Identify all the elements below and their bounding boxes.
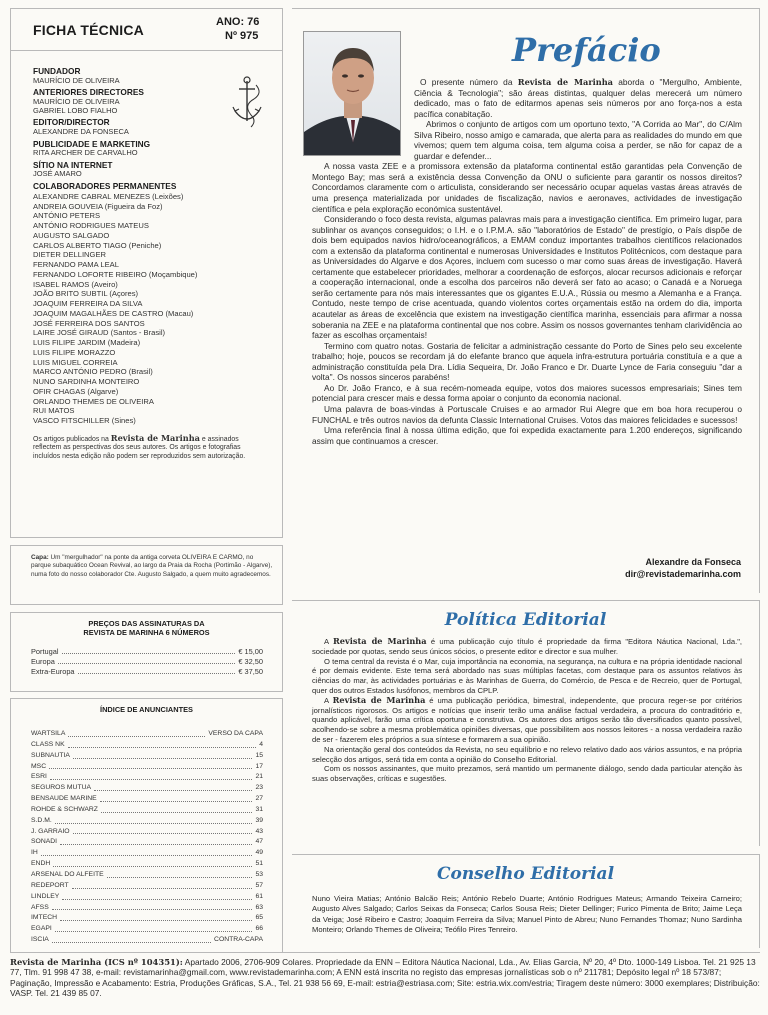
indice-item (31, 913, 263, 924)
capa-text: Um "mergulhador" na ponte da antiga corveta OLIVEIRA E CARMO, no parque subaquático Ocean Revival, ao largo da Praia da Rocha (Portimão - Algarve), numa foto do nosso colaborador Cte. Augusto Salgado, a quem muito agradecemos. (31, 554, 273, 578)
prefacio-paragraph (414, 77, 742, 119)
indice-item (31, 837, 263, 848)
dot-leader (49, 762, 252, 770)
indice-item-value: 17 (255, 762, 263, 770)
politica-paragraph: Na orientação geral dos conteúdos da Revista, no seu equilíbrio e no relevo relativo dado aos vários assuntos, e na própria selecção dos artigos, será tida em conta a opinião do Conselho Editorial. (312, 744, 742, 764)
indice-item-value: 39 (255, 816, 263, 824)
colaborador-item: DIETER DELLINGER (33, 250, 107, 260)
indice-item-value: VERSO DA CAPA (208, 730, 263, 737)
colaborador-item: FERNANDO LOFORTE RIBEIRO (Moçambique) (33, 269, 198, 279)
indice-item-value: 31 (255, 805, 263, 813)
signature-name: Alexandre da Fonseca (645, 557, 741, 567)
prefacio-paragraph: Considerando o foco desta revista, algumas palavras mais para a investigação científica. Em primeiro lugar, para sublinhar os avanços conseguidos; o I.H. e o I.P.M.A. são "laboratórios de Estado" de prestígio, o País dispõe de dois bem equipados navios hidro/oceanográficos, a EMAM conduz importantes trabalhos científicos relacionados com a extensão da plataforma continental e numerosas Universidades e Institutos Politécnicos, com destaque para as Universidades do Algarve e dos Açores, incluem com sucesso o mar como suas áreas de investigação. Haverá certamente que estabelecer prioridades, melhorar a coordenação de esforços, alocar recursos adicionais e reforçar a cooperação internacional, onde a escolha dos parceiros não deverá ser fato ao acaso; o Canadá e a Noruega serão certamente para nós mais interessantes que os gigantes E.U.A., Rússia ou mesmo a Alemanha e a França. Contudo, neste tempo de crise acentuada, quando violentos cortes orçamentais estão na ordem do dia, importa acautelar as áreas de excelência que existem na investigação científica marinha, essenciais para afirmar a nossa soberania na ZEE e na plataforma continental que nos cobre. Assim os nossos governantes tenham clarividência ao fazer as escolhas orçamentais! (312, 214, 742, 341)
indice-item (31, 816, 263, 827)
indice-item-label: ISCIA (31, 936, 49, 944)
p1-pre: O presente número da (420, 77, 518, 87)
p1-magazine: Revista de Marinha (517, 77, 613, 87)
dot-leader (68, 740, 257, 748)
prefacio-paragraph: A nossa vasta ZEE e a promissora extensão da plataforma continental estão garantidas pela Convenção de Montego Bay; mas será a existência dessa Convenção da ONU o suficiente para garantir os nossos direitos? Concordamos claramente com o articulista, considerando ser necessário ocupar aquelas vastas áreas através de uma presença materializada por unidades de fiscalização, navios e aeronaves, actividades de investigação científica e pela exploração económica sustentável. (312, 161, 742, 214)
indice-item (31, 772, 263, 783)
issue-number: Nº 975 (225, 30, 259, 42)
colaborador-item: FERNANDO PAMA LEAL (33, 260, 119, 270)
precos-item-label: Europa (31, 657, 55, 666)
precos-item-value: € 15,00 (238, 647, 263, 656)
anteriores-label: ANTERIORES DIRECTORES (33, 87, 144, 98)
indice-item-label: MSC (31, 762, 47, 770)
colaborador-item: AUGUSTO SALGADO (33, 230, 110, 240)
left-column (10, 8, 283, 945)
colaborador-item: JOSÉ FERREIRA DOS SANTOS (33, 318, 145, 328)
conselho-box (292, 854, 760, 948)
indice-item-label: ENDH (31, 860, 51, 868)
capa-caption (31, 554, 273, 579)
colaborador-item: LUIS MIGUEL CORREIA (33, 357, 118, 367)
dot-leader (52, 903, 253, 911)
dot-leader (78, 667, 236, 674)
indice-item-label: ESRI (31, 773, 47, 781)
colaborador-item: LUIS FILIPE MORAZZO (33, 347, 116, 357)
footer-imprint (10, 952, 760, 998)
indice-item (31, 762, 263, 773)
dot-leader (62, 647, 236, 654)
pol-p3-pre: A (324, 695, 333, 705)
dot-leader (107, 870, 253, 878)
indice-item-value: 53 (255, 870, 263, 878)
indice-item-value: 4 (259, 740, 263, 748)
dot-leader (94, 783, 252, 791)
conselho-title: Conselho Editorial (436, 864, 615, 884)
editor-label: EDITOR/DIRECTOR (33, 117, 110, 128)
colaborador-item: ANDREIA GOUVEIA (Figueira da Foz) (33, 201, 163, 211)
disclaimer-post: e assinados reflectem as perspectivas dos seus autores. Os artigos e fotografias incluídos nesta edição não podem ser reproduzidos sem autorização. (33, 435, 246, 460)
indice-item (31, 892, 263, 903)
indice-item-label: SEGUROS MUTUA (31, 784, 92, 792)
colaborador-item: JOÃO BRITO SUBTIL (Açores) (33, 289, 139, 299)
sitio-name: JOSÉ AMARO (33, 169, 82, 179)
indice-item-label: IH (31, 849, 38, 857)
dot-leader (73, 751, 253, 759)
precos-title-line1: PREÇOS DAS ASSINATURAS DA (88, 619, 205, 628)
prefacio-paragraph: Abrimos o conjunto de artigos com um oportuno texto, "A Corrida ao Mar", do C/Alm Silva Ribeiro, nosso amigo e camarada, que alerta para as realidades do mundo em que vivemos; quem tem alguma coisa, tem alguma coisa a perder, se não for capaz de a guardar e defender... (414, 119, 742, 161)
fundador-name: MAURÍCIO DE OLIVEIRA (33, 75, 120, 85)
politica-box (292, 600, 760, 846)
dot-leader (55, 924, 253, 932)
indice-item-label: BENSAUDE MARINE (31, 795, 97, 803)
indice-item-value: 47 (255, 838, 263, 846)
indice-item (31, 870, 263, 881)
indice-item-value: 23 (255, 784, 263, 792)
indice-item-label: EGAPI (31, 925, 52, 933)
disclaimer-pre: Os artigos publicados na (33, 435, 111, 443)
colaborador-item: VASCO FITSCHILLER (Sines) (33, 416, 136, 426)
signature-email[interactable]: dir@revistademarinha.com (625, 569, 741, 579)
indice-item-label: LINDLEY (31, 892, 60, 900)
publicidade-section (33, 140, 263, 158)
prefacio-title: Prefácio (512, 31, 661, 69)
prefacio-box (292, 8, 760, 593)
dot-leader (52, 935, 211, 943)
dot-leader (62, 892, 252, 900)
disclaimer-magazine: Revista de Marinha (110, 432, 200, 443)
colaborador-item: OFIR CHAGAS (Algarve) (33, 386, 119, 396)
indice-item-label: ARSENAL DO ALFEITE (31, 870, 104, 878)
anterior-director: MAURÍCIO DE OLIVEIRA (33, 96, 120, 106)
colaborador-item: ORLANDO THEMES DE OLIVEIRA (33, 396, 154, 406)
indice-item-label: ROHDE & SCHWARZ (31, 805, 98, 813)
editor-section (33, 118, 263, 136)
pol-p3-post: é uma publicação periódica, bimestral, independente, que procura reger-se por critérios jornalísticos rigorosos. Os artigos e notícias que inserir terão uma análise factual verdadeira, a procura do contraditório e, quando aplicável, farão uma crítica oportuna e construtiva. Os autores dos artigos serão tão diversificados quanto possível, acolhendo-se sobre a mesma problemática opiniões diversas, que possibilitem aos nossos leitores - a nossa verdadeira razão de ser - fazerem eles próprios a sua síntese e formarem a sua opinião. (312, 695, 742, 744)
indice-item-value: 65 (255, 914, 263, 922)
colaborador-item: ISABEL RAMOS (Aveiro) (33, 279, 118, 289)
colaborador-item: ANTÓNIO PETERS (33, 211, 101, 221)
ficha-body (33, 67, 263, 462)
pol-p1-pre: A (324, 637, 333, 646)
prefacio-paragraph: Termino com quatro notas. Gostaria de felicitar a administração cessante do Porto de Sines pelo seu excelente trabalho; hoje, poucos se recordam já do elefante branco que aquela infra-estrutura portuária constituía e a que a administração constituída pela Dra. Lídia Sequeira, Dr. João Franco e Dr. Duarte Lynce de Faria conseguiu "dar a volta". Os nossos sinceros parabéns! (312, 340, 742, 383)
fundador-label: FUNDADOR (33, 66, 81, 76)
indice-item-value: CONTRA-CAPA (214, 936, 263, 944)
publicidade-name: RITA ARCHER DE CARVALHO (33, 148, 138, 158)
indice-item-label: S.D.M. (31, 816, 52, 824)
dot-leader (68, 729, 205, 737)
dot-leader (73, 827, 253, 835)
dot-leader (53, 859, 252, 867)
indice-item-value: 15 (255, 751, 263, 759)
indice-item (31, 827, 263, 838)
fundador-section (33, 67, 263, 85)
precos-list (31, 647, 263, 677)
indice-item-value: 61 (255, 892, 263, 900)
indice-item (31, 903, 263, 914)
capa-box (10, 545, 283, 605)
indice-item (31, 924, 263, 935)
colaborador-item: CARLOS ALBERTO TIAGO (Peniche) (33, 240, 162, 250)
indice-item-value: 63 (255, 903, 263, 911)
anteriores-section (33, 88, 263, 115)
footer-magazine: Revista de Marinha (10, 957, 102, 967)
dot-leader (101, 805, 252, 813)
colaborador-item: RUI MATOS (33, 406, 75, 416)
colaborador-item: JOAQUIM FERREIRA DA SILVA (33, 299, 143, 309)
indice-item-label: J. GARRAIO (31, 827, 70, 835)
sitio-label: SÍTIO NA INTERNET (33, 159, 113, 170)
colaborador-item: ALEXANDRE CABRAL MENEZES (Leixões) (33, 191, 184, 201)
dot-leader (58, 657, 235, 664)
colaborador-item: ANTÓNIO RODRIGUES MATEUS (33, 221, 149, 231)
indice-item-label: SUBNAUTIA (31, 751, 70, 759)
precos-item (31, 647, 263, 657)
politica-paragraph (312, 637, 742, 657)
dot-leader (100, 794, 253, 802)
politica-text (312, 637, 742, 784)
disclaimer (33, 434, 258, 462)
prefacio-paragraph: Uma palavra de boas-vindas à Portuscale Cruises e ao armador Rui Alegre que em boa hora recuperou o FUNCHAL e três outros navios da defunta Classic International Cruises. Votos das maiores felicidades e sucessos! (312, 403, 742, 425)
indice-title: ÍNDICE DE ANUNCIANTES (100, 705, 193, 714)
indice-item (31, 783, 263, 794)
indice-item (31, 935, 263, 946)
pol-p3-magazine: Revista de Marinha (332, 694, 426, 705)
pol-p1-magazine: Revista de Marinha (332, 636, 427, 646)
dot-leader (60, 837, 252, 845)
p1-post: aborda o "Mergulho, Ambiente, Ciência & Tecnologia"; são áreas distintas, qualquer delas merecerá um número dedicado, mas o fato de editarmos apenas seis números por ano força-nos a esta pacífica conabitação. (414, 77, 742, 119)
indice-item (31, 881, 263, 892)
precos-title (11, 619, 282, 637)
indice-item-label: REDEPORT (31, 881, 69, 889)
politica-paragraph: Com os nossos assinantes, que muito prezamos, será mantido um permanente diálogo, sendo dada particular atenção às suas observações, críticas e sugestões. (312, 764, 742, 784)
politica-paragraph (312, 696, 742, 745)
precos-title-line2: REVISTA DE MARINHA 6 NÚMEROS (83, 628, 210, 637)
prefacio-paragraph: Uma referência final à nossa última edição, que foi expedida exactamente para 1.200 endereços, significando assim que continuamos a crescer. (312, 425, 742, 446)
colaboradores-section (33, 182, 263, 426)
colaborador-item: LAIRE JOSÉ GIRAUD (Santos - Brasil) (33, 328, 166, 338)
pol-p1-post: é uma publicação cujo título é propriedade da firma "Editora Náutica Nacional, Lda.", sociedade por quotas, sendo seus únicos sócios, o presente editor e director e sua mulher. (312, 637, 742, 656)
ficha-tecnica-box (10, 8, 283, 538)
indice-item-value: 43 (255, 827, 263, 835)
precos-item (31, 667, 263, 677)
politica-paragraph: O tema central da revista é o Mar, cuja importância na economia, na segurança, na cultura e na própria identidade nacional é por demais evidente. Este tema será abordado nas suas múltiplas facetas, com destaque para os assuntos relativos às ciências do mar, às actividades portuárias e às Marinhas de Guerra, do Comércio, de Pesca e de Recreio, quer de Portugal, quer dos outros Estados lusófonos, membros da CPLP. (312, 656, 742, 695)
editor-name: ALEXANDRE DA FONSECA (33, 126, 129, 136)
indice-item (31, 794, 263, 805)
indice-item (31, 848, 263, 859)
indice-item (31, 740, 263, 751)
precos-item-value: € 32,50 (238, 657, 263, 666)
colaborador-item: LUIS FILIPE JARDIM (Madeira) (33, 338, 141, 348)
indice-item-value: 21 (255, 773, 263, 781)
colaborador-item: NUNO SARDINHA MONTEIRO (33, 377, 140, 387)
footer-text: Apartado 2006, 2706-909 Colares. Propriedade da ENN – Editora Náutica Nacional, Lda., Av. Elias Garcia, Nº 20, 4º Dto. 1000-149 Lisboa. Tel. 21 925 13 77, Tlm. 91 998 47 38, e-mail: revistamarinha@gmail.com, www.revistademarinha.com; A ENN está inscrita no registo das empresas jornalísticas sob o nº 211781; Depósito legal nº 18 573/87; Paginação, Impressão e Acabamento: Estria, Produções Gráficas, S.A., Tel. 21 938 56 69, E-mail: estria@estriasa.com; Site: estria.wix.com/estria; Tiragem deste número: 3000 exemplares; Distribuição: VASP. Tel. 21 439 85 07. (10, 957, 760, 998)
anterior-director: GABRIEL LOBO FIALHO (33, 105, 118, 115)
conselho-text: Nuno Vieira Matias; António Balcão Reis; António Rebelo Duarte; António Rodrigues Mateus; Armando Teixeira Carneiro; Augusto Alves Salgado; Carlos Seixas da Fonseca; Carlos Sousa Reis; Dieter Dellinger; Furico Pimenta de Brito; Jaime Leça da Veiga; José Ribeiro e Castro; Joaquim Ferreira da Silva; Manuel Pinto de Abreu; Nuno Fernandes Thomaz; Nuno Sardinha Monteiro; Orlando Themes de Oliveira; Teófilo Pires Tenreiro. (312, 894, 742, 935)
politica-title: Política Editorial (444, 610, 607, 630)
capa-label: Capa: (31, 554, 49, 561)
indice-item-value: 49 (255, 849, 263, 857)
indice-item-value: 27 (255, 795, 263, 803)
precos-item (31, 657, 263, 667)
indice-item-label: SONADI (31, 838, 58, 846)
precos-box (10, 612, 283, 692)
indice-item (31, 751, 263, 762)
indice-item-value: 57 (255, 881, 263, 889)
dot-leader (50, 772, 253, 780)
ano-label: ANO: 76 (216, 16, 260, 28)
indice-item-value: 51 (255, 860, 263, 868)
colaborador-item: MARCO ANTÓNIO PEDRO (Brasil) (33, 367, 153, 377)
precos-item-label: Portugal (31, 647, 59, 656)
indice-item-label: WARTSILA (31, 730, 66, 737)
ficha-title: FICHA TÉCNICA (33, 22, 144, 38)
ficha-header (11, 9, 282, 51)
indice-item-label: CLASS NK (31, 740, 65, 748)
colaborador-item: JOAQUIM MAGALHÃES DE CASTRO (Macau) (33, 308, 194, 318)
indice-item-value: 66 (255, 925, 263, 933)
indice-item-label: IMTECH (31, 914, 58, 922)
dot-leader (41, 848, 253, 856)
prefacio-paragraph: Ao Dr. João Franco, e à sua recém-nomeada equipe, votos dos maiores sucessos empresariais; Sines tem potencial para crescer mais e dessa forma apoiar o conjunto da economia nacional. (312, 382, 742, 404)
indice-item (31, 859, 263, 870)
dot-leader (55, 816, 253, 824)
publicidade-label: PUBLICIDADE E MARKETING (33, 138, 151, 149)
colaboradores-label: COLABORADORES PERMANENTES (33, 181, 177, 192)
indice-list (31, 729, 263, 946)
footer-ics: (ICS nº 104351): (101, 957, 183, 967)
indice-item (31, 805, 263, 816)
colaboradores-list (33, 192, 263, 426)
precos-item-value: € 37,50 (238, 667, 263, 676)
dot-leader (60, 913, 252, 921)
dot-leader (72, 881, 253, 889)
indice-item (31, 729, 263, 740)
indice-item-label: AFSS (31, 903, 49, 911)
sitio-section (33, 161, 263, 179)
precos-item-label: Extra-Europa (31, 667, 75, 676)
prefacio-text (312, 77, 742, 446)
indice-box (10, 698, 283, 953)
